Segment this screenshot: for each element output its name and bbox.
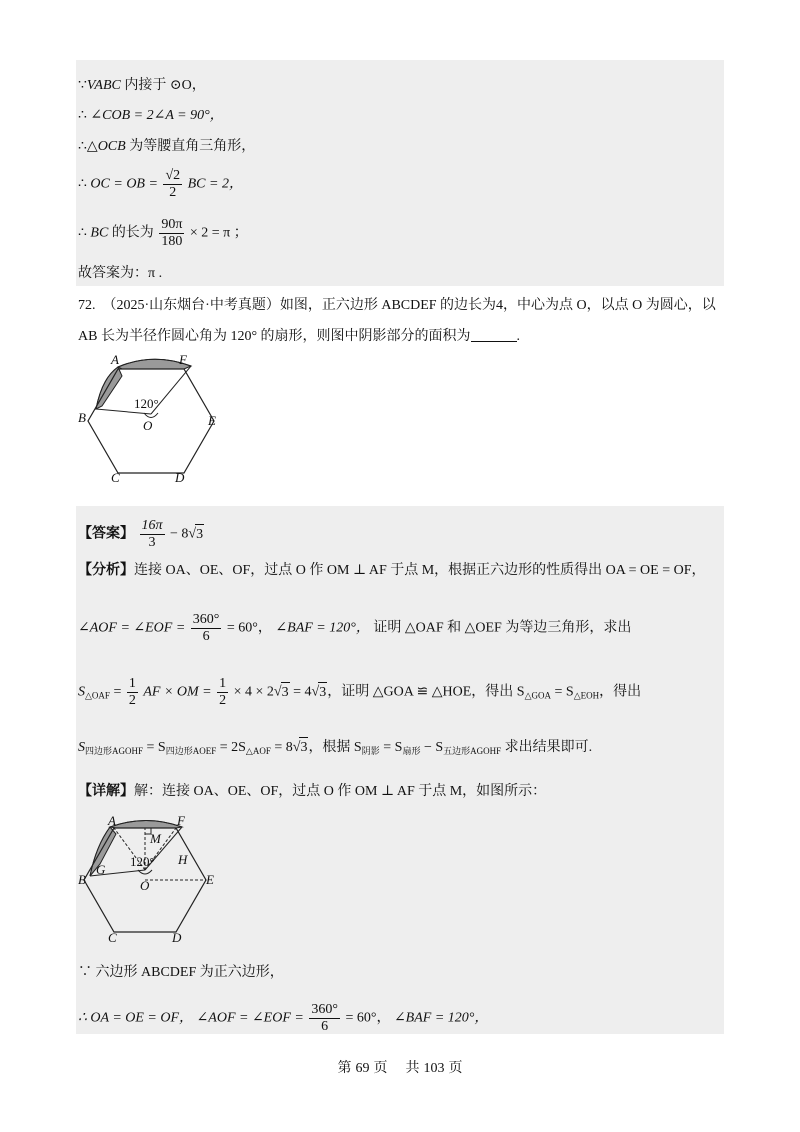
hexagon-figure-1 xyxy=(78,350,228,490)
prev-line-1: ∵VABC 内接于 ⊙O， xyxy=(78,78,206,93)
label-B: B xyxy=(78,410,86,425)
angle-label: 120° xyxy=(130,854,155,869)
fraction: $\frac{360^\circ}{6}$ xyxy=(311,1002,338,1034)
label-D: D xyxy=(175,470,185,485)
problem-line-2: AB 长为半径作圆心角为 120° 的扇形，则图中阴影部分的面积为 . xyxy=(78,329,521,344)
analysis-line-4: $S_{四边形AGOHF} = S_{四边形AOEF} = 2S_{\triangle AOF} = 8√3$，根据 $S_{阴影} = S_{扇形} - S_{五边形AGOHF}$ 求出结果即可. xyxy=(78,737,592,761)
label-O: O xyxy=(143,418,153,433)
answer-blank xyxy=(471,327,517,342)
problem-line-1: 72. （2025·山东烟台·中考真题）如图，正六边形 ABCDEF 的边长为4，中心为点 O，以点 O 为圆心，以 xyxy=(78,298,716,313)
hexagon-figure-2 xyxy=(78,812,218,944)
label-F: F xyxy=(177,813,185,828)
prev-line-3: ∴△OCB 为等腰直角三角形， xyxy=(78,139,256,154)
fraction: $\frac{360^\circ}{6}$ xyxy=(192,612,220,644)
label-D: D xyxy=(172,930,182,944)
label-F: F xyxy=(179,352,187,367)
label-H: H xyxy=(178,852,188,867)
fraction: $\frac{90\pi}{180}$ xyxy=(161,217,183,249)
fraction: $\frac{1}{2}$ xyxy=(128,676,136,708)
label-G: G xyxy=(96,862,106,877)
analysis-line-2: ∠AOF = ∠EOF = $\frac{360^\circ}{6}$ = 60°， ∠BAF = 120°， 证明 △OAF 和 △OEF 为等边三角形，求出 xyxy=(78,612,632,644)
label-C: C xyxy=(108,930,117,944)
label-C: C xyxy=(111,470,120,485)
label-M: M xyxy=(150,831,161,846)
answer-line: 【答案】 $\frac{16\pi}{3}$ − 8√3 xyxy=(78,518,204,550)
analysis-line-3: $S_{\triangle OAF}$ = $\frac{1}{2}$ AF × OM = $\frac{1}{2}$ × 4 × 2√3 = 4√3，证明 △GOA ≌ △HOE，得出 $S_{\triangle GOA} = S_{\triangle EOH}$，得出 xyxy=(78,676,642,708)
fraction: $\frac{√2}{2}$ xyxy=(165,168,181,200)
page-footer: 第 69 页 共 103 页 xyxy=(337,1061,463,1076)
analysis-line-1: 【分析】连接 OA、OE、OF，过点 O 作 OM ⊥ AF 于点 M，根据正六边形的性质得出 OA = OE = OF， xyxy=(78,563,706,578)
label-E: E xyxy=(206,872,214,887)
angle-label: 120° xyxy=(134,396,159,411)
prev-line-6: 故答案为：π . xyxy=(78,266,163,281)
shaded-region-left xyxy=(96,367,122,409)
label-B: B xyxy=(78,872,86,887)
prev-line-2: ∴ ∠COB = 2∠A = 90°， xyxy=(78,108,224,123)
fraction: $\frac{1}{2}$ xyxy=(219,676,227,708)
detail-line-3: ∴ OA = OE = OF， ∠AOF = ∠EOF = $\frac{360^\circ}{6}$ = 60°， ∠BAF = 120°， xyxy=(78,1002,489,1034)
fraction: $\frac{16\pi}{3}$ xyxy=(141,518,163,550)
shaded-region-top xyxy=(110,821,182,829)
solution-block-current xyxy=(76,506,724,1034)
prev-line-4: ∴ OC = OB = $\frac{√2}{2}$ BC = 2， xyxy=(78,168,243,200)
label-O: O xyxy=(140,878,150,893)
label-A: A xyxy=(108,813,116,828)
detail-line-1: 【详解】解：连接 OA、OE、OF，过点 O 作 OM ⊥ AF 于点 M，如图所示： xyxy=(78,784,547,799)
label-E: E xyxy=(208,413,216,428)
detail-line-2: ∵ 六边形 ABCDEF 为正六边形， xyxy=(78,965,284,980)
label-A: A xyxy=(111,352,119,367)
prev-line-5: ∴ BC 的长为 $\frac{90\pi}{180}$ × 2 = π ； xyxy=(78,217,248,249)
